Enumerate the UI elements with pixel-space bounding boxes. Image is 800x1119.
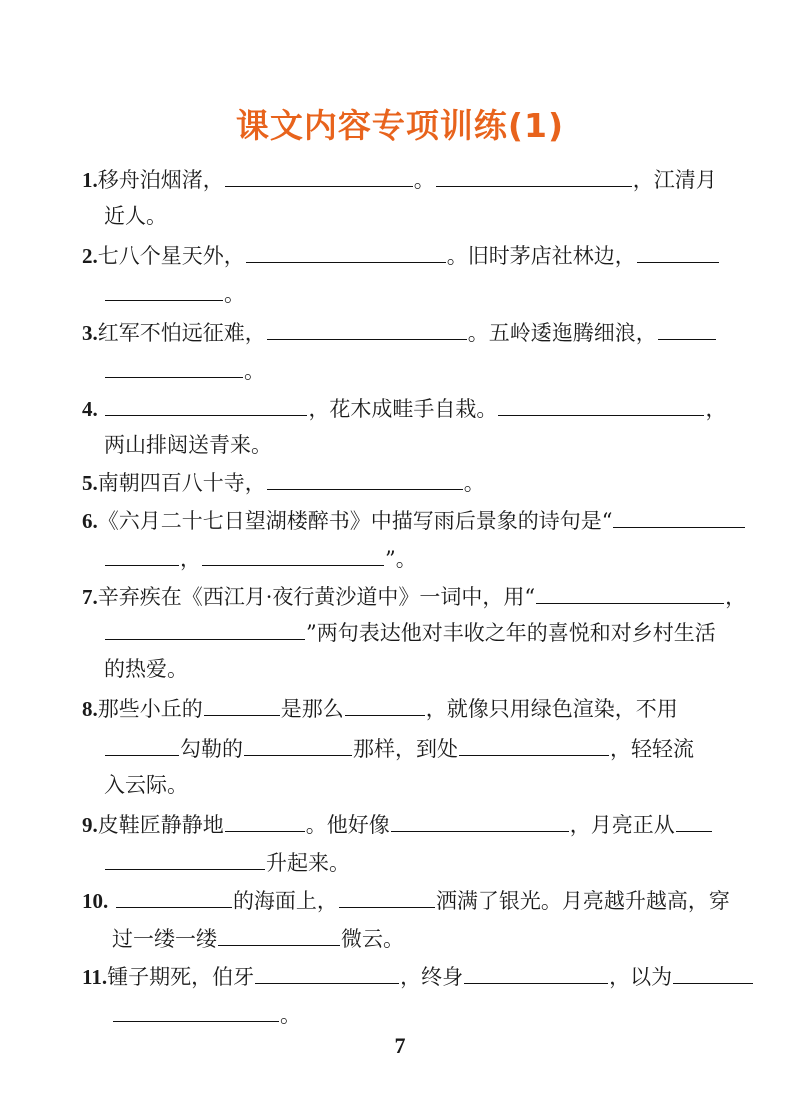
question-number: 5. (82, 471, 98, 495)
answer-blank[interactable] (658, 319, 716, 340)
answer-blank[interactable] (105, 619, 305, 640)
answer-blank[interactable] (673, 963, 753, 984)
answer-blank[interactable] (225, 811, 305, 832)
answer-blank[interactable] (255, 963, 399, 984)
question-11: 11.锺子期死，伯牙 ，终身 ，以为 (82, 958, 722, 996)
question-1: 1.移舟泊烟渚， 。 ，江清月 (82, 168, 717, 192)
question-8-continued-2: 入云际。 (104, 773, 188, 797)
answer-blank[interactable] (498, 395, 704, 416)
question-9: 9.皮鞋匠静静地 。他好像 ，月亮正从 (82, 806, 722, 844)
question-3: 3.红军不怕远征难， 。五岭逶迤腾细浪， (82, 314, 722, 352)
question-4-continued: 两山排闼送青来。 (104, 433, 272, 457)
answer-blank[interactable] (113, 1001, 279, 1022)
answer-blank[interactable] (613, 507, 745, 528)
question-number: 6. (82, 509, 98, 533)
question-8-continued: 勾勒的 那样，到处 ，轻轻流 (104, 730, 722, 768)
question-1-continued: 近人。 (104, 204, 167, 228)
question-3-continued: 。 (104, 352, 722, 390)
question-6-continued: ， ”。 (104, 540, 722, 578)
answer-blank[interactable] (267, 469, 463, 490)
question-6: 6.《六月二十七日望湖楼醉书》中描写雨后景象的诗句是“ (82, 502, 722, 540)
question-number: 11. (82, 965, 108, 989)
page-number: 7 (394, 1033, 406, 1058)
answer-blank[interactable] (459, 735, 609, 756)
answer-blank[interactable] (339, 887, 435, 908)
question-2: 2.七八个星天外， 。旧时茅店社林边， (82, 237, 722, 275)
question-7: 7.辛弃疾在《西江月·夜行黄沙道中》一词中，用“ ， (82, 585, 747, 609)
answer-blank[interactable] (637, 242, 719, 263)
question-number: 9. (82, 813, 98, 837)
answer-blank[interactable] (105, 280, 223, 301)
page-title: 课文内容专项训练(1) (235, 106, 565, 145)
question-5: 5.南朝四百八十寺， 。 (82, 471, 485, 495)
question-number: 7. (82, 585, 98, 609)
answer-blank[interactable] (244, 735, 352, 756)
answer-blank[interactable] (436, 166, 632, 187)
question-2-continued: 。 (104, 275, 722, 313)
question-number: 1. (82, 168, 98, 192)
question-10-continued: 过一缕一缕 微云。 (112, 927, 404, 951)
answer-blank[interactable] (676, 811, 712, 832)
answer-blank[interactable] (202, 545, 384, 566)
question-number: 3. (82, 321, 98, 345)
answer-blank[interactable] (345, 695, 425, 716)
question-9-continued: 升起来。 (104, 844, 722, 882)
answer-blank[interactable] (391, 811, 569, 832)
answer-blank[interactable] (105, 395, 307, 416)
question-4: 4. ，花木成畦手自栽。 ， (82, 397, 727, 421)
answer-blank[interactable] (204, 695, 280, 716)
answer-blank[interactable] (536, 583, 724, 604)
question-10: 10. 的海面上， 洒满了银光。月亮越升越高，穿 (82, 889, 730, 913)
answer-blank[interactable] (464, 963, 608, 984)
answer-blank[interactable] (246, 242, 446, 263)
answer-blank[interactable] (105, 357, 243, 378)
answer-blank[interactable] (116, 887, 232, 908)
answer-blank[interactable] (105, 849, 265, 870)
question-8: 8.那些小丘的 是那么 ，就像只用绿色渲染，不用 (82, 697, 678, 721)
question-number: 10. (82, 889, 109, 913)
question-number: 4. (82, 397, 98, 421)
answer-blank[interactable] (267, 319, 467, 340)
answer-blank[interactable] (218, 925, 340, 946)
question-7-continued-2: 的热爱。 (104, 657, 188, 681)
answer-blank[interactable] (105, 545, 179, 566)
answer-blank[interactable] (105, 735, 179, 756)
question-11-continued: 。 (112, 996, 722, 1034)
question-number: 2. (82, 244, 98, 268)
question-7-continued: ”两句表达他对丰收之年的喜悦和对乡村生活 (104, 614, 722, 652)
answer-blank[interactable] (225, 166, 413, 187)
question-number: 8. (82, 697, 98, 721)
